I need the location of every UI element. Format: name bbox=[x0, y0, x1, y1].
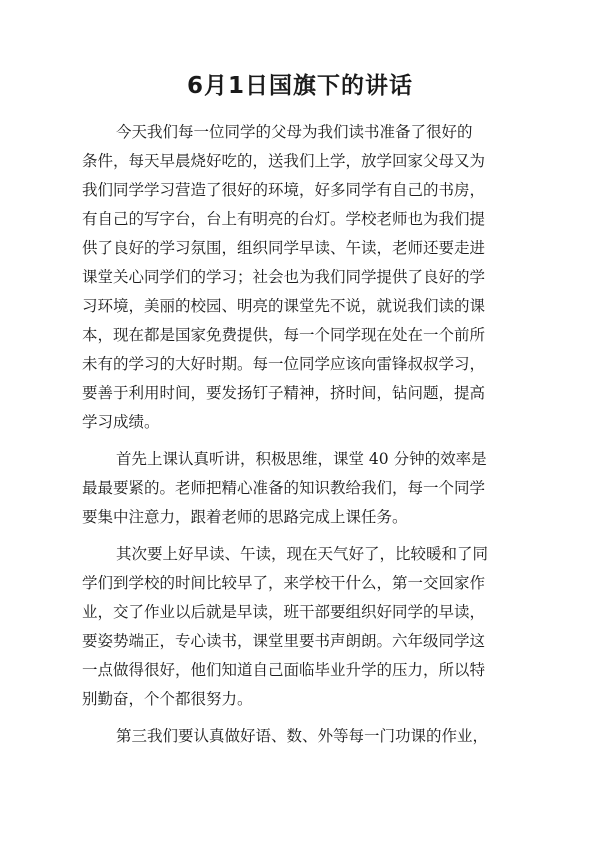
document-body bbox=[82, 118, 522, 759]
paragraph-line: 学习成绩。 bbox=[82, 413, 160, 431]
paragraph bbox=[82, 118, 522, 437]
paragraph-line: 第三我们要认真做好语、数、外等每一门功课的作业， bbox=[116, 727, 489, 745]
paragraph-line: 其次要上好早读、午读，现在天气好了，比较暖和了同 bbox=[116, 545, 489, 563]
paragraph-line: 未有的学习的大好时期。每一位同学应该向雷锋叔叔学习， bbox=[82, 355, 486, 373]
paragraph-line: 首先上课认真听讲，积极思维，课堂 40 分钟的效率是 bbox=[116, 450, 487, 468]
paragraph-line: 别勤奋，个个都很努力。 bbox=[82, 690, 253, 708]
paragraph-line: 课堂关心同学们的学习；社会也为我们同学提供了良好的学 bbox=[82, 268, 486, 286]
paragraph-line: 本，现在都是国家免费提供，每一个同学现在处在一个前所 bbox=[82, 326, 486, 344]
paragraph-line: 有自己的写字台，台上有明亮的台灯。学校老师也为我们提 bbox=[82, 210, 486, 228]
paragraph-line: 条件，每天早晨烧好吃的，送我们上学，放学回家父母又为 bbox=[82, 152, 486, 170]
paragraph-line: 习环境，美丽的校园、明亮的课堂先不说，就说我们读的课 bbox=[82, 297, 486, 315]
paragraph-line: 业，交了作业以后就是早读，班干部要组织好同学的早读， bbox=[82, 603, 486, 621]
paragraph-line: 今天我们每一位同学的父母为我们读书准备了很好的 bbox=[116, 123, 473, 141]
paragraph-line: 一点做得很好，他们知道自己面临毕业升学的压力，所以特 bbox=[82, 661, 486, 679]
document-title: 6月1日国旗下的讲话 bbox=[186, 73, 413, 99]
paragraph bbox=[82, 540, 522, 714]
paragraph-line: 要善于利用时间，要发扬钉子精神，挤时间，钻问题，提高 bbox=[82, 384, 486, 402]
paragraph-line: 要姿势端正，专心读书，课堂里要书声朗朗。六年级同学这 bbox=[82, 632, 486, 650]
paragraph-line: 要集中注意力，跟着老师的思路完成上课任务。 bbox=[82, 508, 408, 526]
paragraph-line: 学们到学校的时间比较早了，来学校干什么，第一交回家作 bbox=[82, 574, 486, 592]
paragraph bbox=[82, 445, 522, 532]
paragraph-line: 供了良好的学习氛围，组织同学早读、午读，老师还要走进 bbox=[82, 239, 486, 257]
paragraph bbox=[82, 722, 522, 751]
paragraph-line: 我们同学学习营造了很好的环境，好多同学有自己的书房， bbox=[82, 181, 486, 199]
paragraph-line: 最最要紧的。老师把精心准备的知识教给我们，每一个同学 bbox=[82, 479, 486, 497]
